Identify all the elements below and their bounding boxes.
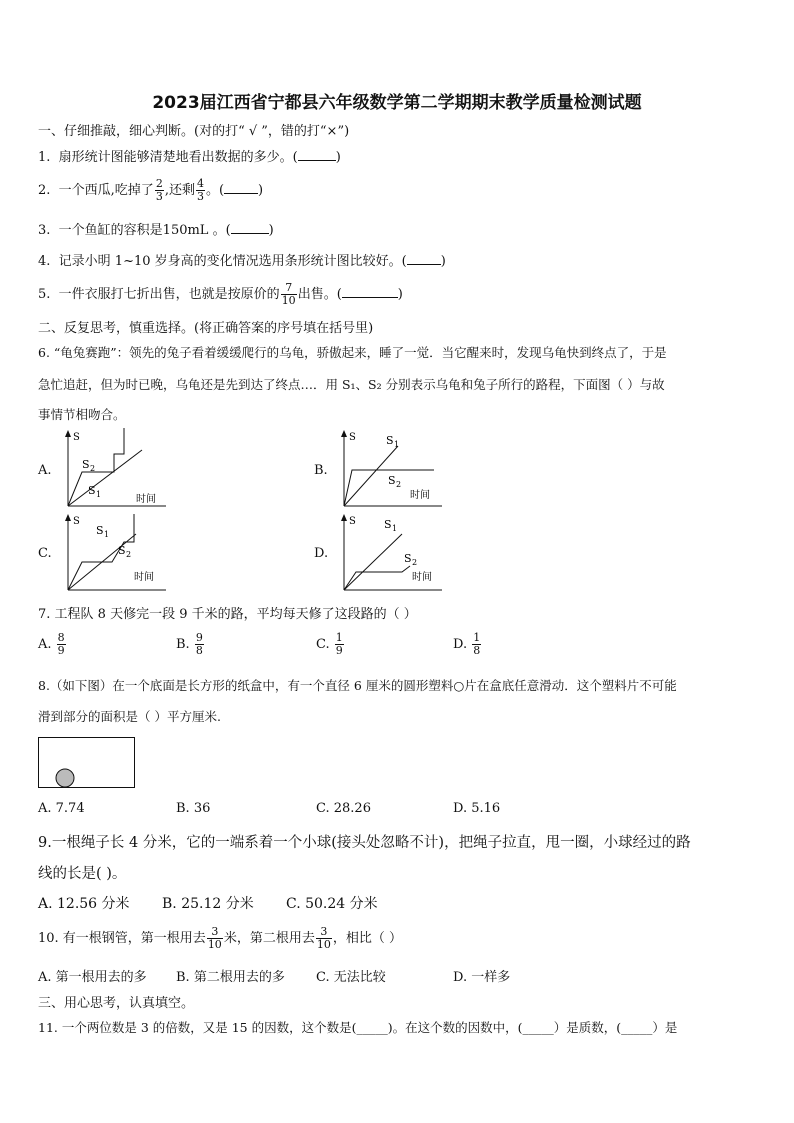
question-11: 11. 一个两位数是 3 的倍数，又是 15 的因数，这个数是(_____)。在这个数的因数中，(_____）是质数，(_____）是: [38, 1020, 678, 1035]
q10-option-b: B. 第二根用去的多: [176, 970, 285, 985]
box-with-disc-figure: [38, 737, 136, 789]
svg-text:S: S: [388, 474, 396, 487]
section-2-heading: 二、反复思考，慎重选择。(将正确答案的序号填在括号里): [38, 321, 374, 336]
question-10: 10. 有一根钢管，第一根用去 $\frac{3}{10}$ 米，第二根用去 $\frac{3}{10}$ ，相比（ ）: [38, 925, 402, 951]
option-b-label: B.: [314, 463, 328, 478]
section-3-heading: 三、用心思考，认真填空。: [38, 996, 195, 1011]
q8-option-d: D. 5.16: [453, 801, 501, 816]
svg-text:时间: 时间: [136, 494, 156, 505]
svg-text:S: S: [73, 516, 80, 527]
option-d-label: D.: [314, 546, 329, 561]
q10-option-d: D. 一样多: [453, 970, 511, 985]
q9-option-a: A. 12.56 分米: [38, 896, 130, 912]
svg-text:时间: 时间: [134, 572, 154, 583]
q9-option-c: C. 50.24 分米: [286, 896, 378, 912]
svg-text:S: S: [349, 432, 356, 443]
svg-text:2: 2: [412, 558, 418, 567]
svg-text:时间: 时间: [412, 572, 432, 583]
svg-text:时间: 时间: [410, 490, 430, 501]
question-6-line-3: 事情节相吻合。: [38, 407, 126, 422]
question-6-line-1: 6. “龟兔赛跑”：领先的兔子看着缓缓爬行的乌龟，骄傲起来，睡了一觉．当它醒来时，发现乌龟快到终点了，于是: [38, 345, 667, 360]
graph-option-a: [58, 428, 170, 510]
graph-option-c: [58, 512, 170, 594]
question-5: 5. 一件衣服打七折出售，也就是按原价的 $\frac{7}{10}$ 出售。( ): [38, 281, 403, 307]
question-7: 7. 工程队 8 天修完一段 9 千米的路，平均每天修了这段路的（ ）: [38, 607, 417, 622]
q9-option-b: B. 25.12 分米: [162, 896, 254, 912]
q7-option-a: A. $\frac{8}{9}$: [38, 631, 65, 657]
svg-text:S: S: [404, 552, 412, 565]
option-a-label: A.: [38, 463, 52, 478]
q10-option-a: A. 第一根用去的多: [38, 970, 147, 985]
graph-option-d: [334, 512, 446, 594]
svg-text:S: S: [386, 434, 394, 447]
svg-text:1: 1: [392, 524, 398, 533]
option-c-label: C.: [38, 546, 52, 561]
svg-text:2: 2: [396, 480, 402, 489]
question-3: 3. 一个鱼缸的容积是150mL 。( ): [38, 223, 274, 238]
q7-option-c: C. $\frac{1}{9}$: [316, 631, 343, 657]
svg-text:S: S: [349, 516, 356, 527]
svg-text:S: S: [96, 524, 104, 537]
section-1-heading: 一、仔细推敲，细心判断。(对的打“ √ ”，错的打“×”): [38, 124, 350, 139]
q8-option-b: B. 36: [176, 801, 211, 816]
svg-text:2: 2: [126, 550, 132, 559]
svg-text:1: 1: [96, 490, 102, 499]
q8-option-a: A. 7.74: [38, 801, 85, 816]
question-4: 4. 记录小明 1~10 岁身高的变化情况选用条形统计图比较好。( ): [38, 254, 446, 269]
question-9-line-2: 线的长是( )。: [38, 866, 127, 882]
svg-text:S: S: [82, 458, 90, 471]
q7-option-d: D. $\frac{1}{8}$: [453, 631, 481, 657]
svg-text:S: S: [88, 484, 96, 497]
graph-option-b: [334, 428, 446, 510]
question-8-line-2: 滑到部分的面积是（ ）平方厘米.: [38, 709, 221, 724]
svg-text:S: S: [384, 518, 392, 531]
question-9-line-1: 9.一根绳子长 4 分米，它的一端系着一个小球(接头处忽略不计)，把绳子拉直，甩一圈，小球经过的路: [38, 835, 691, 851]
svg-text:S: S: [118, 544, 126, 557]
svg-text:1: 1: [394, 440, 400, 449]
question-1: 1. 扇形统计图能够清楚地看出数据的多少。( ): [38, 150, 341, 165]
q8-option-c: C. 28.26: [316, 801, 371, 816]
svg-text:1: 1: [104, 530, 110, 539]
q7-option-b: B. $\frac{9}{8}$: [176, 631, 203, 657]
svg-text:2: 2: [90, 464, 96, 473]
question-8-line-1: 8.（如下图）在一个底面是长方形的纸盒中，有一个直径 6 厘米的圆形塑料○片在盒底任意滑动．这个塑料片不可能: [38, 678, 677, 693]
page-title: 2023届江西省宁都县六年级数学第二学期期末教学质量检测试题: [152, 93, 642, 113]
question-2: 2. 一个西瓜,吃掉了 $\frac{2}{3}$ ,还剩 $\frac{4}{3}$ 。( ): [38, 177, 264, 203]
svg-text:S: S: [73, 432, 80, 443]
question-6-line-2: 急忙追赶，但为时已晚，乌龟还是先到达了终点…．用 S₁、S₂ 分别表示乌龟和兔子所行的路程，下面图（ ）与故: [38, 377, 665, 392]
q10-option-c: C. 无法比较: [316, 970, 386, 985]
